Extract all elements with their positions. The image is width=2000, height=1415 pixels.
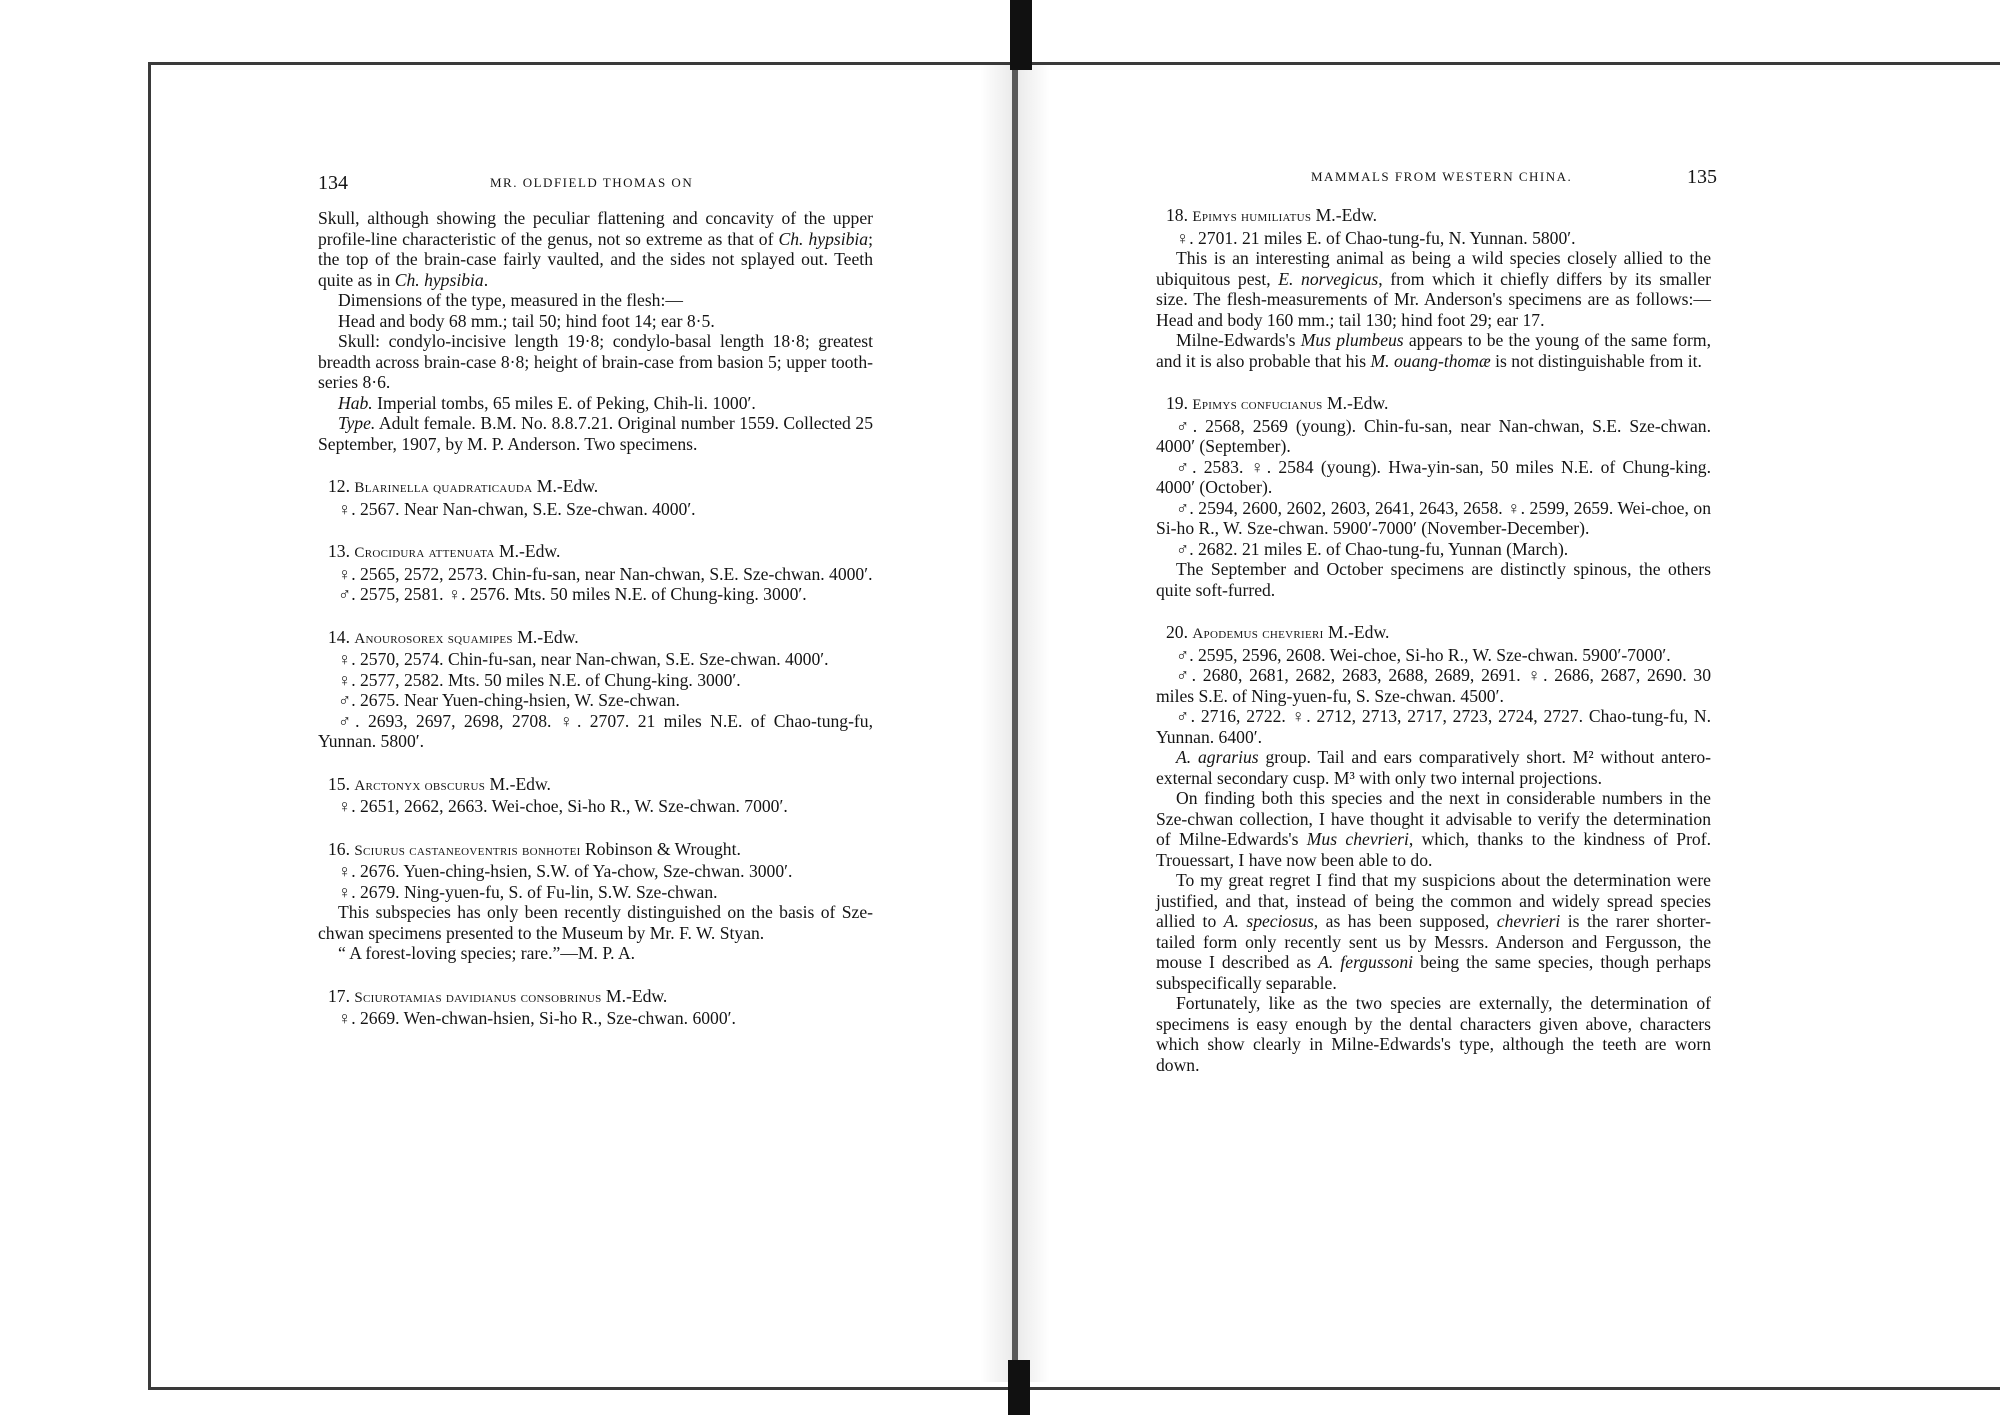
species-heading: 12. Blarinella quadraticauda M.-Edw. [328, 476, 599, 496]
right-page-body [1156, 205, 1711, 1075]
paragraph: Head and body 68 mm.; tail 50; hind foot 14; ear 8·5. [338, 310, 715, 331]
species-heading: 16. Sciurus castaneoventris bonhotei Robinson & Wrought. [328, 838, 741, 859]
specimen-record: ♀. 2567. Near Nan-chwan, S.E. Sze-chwan. 4000′. [338, 498, 696, 519]
species-heading: 14. Anourosorex squamipes M.-Edw. [328, 626, 579, 647]
species-heading: 18. Epimys humiliatus M.-Edw. [1166, 205, 1378, 225]
paragraph: The September and October specimens are distinctly spinous, the others quite soft-furred. [1156, 559, 1711, 600]
specimen-record: ♂. 2682. 21 miles E. of Chao-tung-fu, Yunnan (March). [1176, 538, 1569, 559]
paragraph: Skull: condylo-incisive length 19·8; condylo-basal length 18·8; greatest breadth across brain-case 8·8; height of brain-case from basion 5; upper tooth-series 8·6. [318, 331, 873, 392]
page-number: 135 [1687, 166, 1717, 188]
paragraph: This subspecies has only been recently distinguished on the basis of Sze-chwan specimens presented to the Museum by Mr. F. W. Styan. [318, 902, 873, 943]
specimen-record: ♀. 2676. Yuen-ching-hsien, S.W. of Ya-chow, Sze-chwan. 3000′. [338, 861, 793, 881]
specimen-record: ♂. 2680, 2681, 2682, 2683, 2688, 2689, 2691. ♀. 2686, 2687, 2690. 30 miles S.E. of Ning-yuen-fu, S. Sze-chwan. 4500′. [1156, 665, 1711, 706]
running-head: MAMMALS FROM WESTERN CHINA. [1311, 169, 1573, 184]
paragraph: A. agrarius group. Tail and ears comparatively short. M² without antero-external secondary cusp. M³ with only two internal projections. [1156, 747, 1711, 788]
specimen-record: ♀. 2577, 2582. Mts. 50 miles N.E. of Chung-king. 3000′. [338, 669, 741, 690]
left-page-header [318, 172, 873, 196]
specimen-record: ♀. 2701. 21 miles E. of Chao-tung-fu, N. Yunnan. 5800′. [1176, 227, 1576, 248]
specimen-record: ♀. 2669. Wen-chwan-hsien, Si-ho R., Sze-chwan. 6000′. [338, 1008, 736, 1028]
specimen-record: ♂. 2568, 2569 (young). Chin-fu-san, near Nan-chwan, S.E. Sze-chwan. 4000′ (September). [1156, 415, 1711, 456]
species-heading: 13. Crocidura attenuata M.-Edw. [328, 541, 561, 561]
species-heading: 20. Apodemus chevrieri M.-Edw. [1166, 622, 1390, 642]
paragraph: This is an interesting animal as being a wild species closely allied to the ubiquitous pest, E. norvegicus, from which it chiefly differs by its smaller size. The flesh-measurements of Mr. Anderson's specimens are as follows:—Head and body 160 mm.; tail 130; hind foot 29; ear 17. [1156, 248, 1711, 330]
paragraph: On finding both this species and the next in considerable numbers in the Sze-chwan collection, I have thought it advisable to verify the determination of Milne-Edwards's Mus chevrieri, which, thanks to the kindness of Prof. Trouessart, I have now been able to do. [1156, 788, 1711, 870]
species-heading: 15. Arctonyx obscurus M.-Edw. [328, 773, 551, 794]
species-heading: 17. Sciurotamias davidianus consobrinus M.-Edw. [328, 985, 668, 1006]
right-page [1156, 0, 1717, 1415]
left-page [318, 0, 873, 1415]
specimen-record: ♂. 2693, 2697, 2698, 2708. ♀. 2707. 21 miles N.E. of Chao-tung-fu, Yunnan. 5800′. [318, 710, 873, 751]
right-page-header [1156, 166, 1717, 190]
paragraph: Milne-Edwards's Mus plumbeus appears to be the young of the same form, and it is also probable that his M. ouang-thomæ is not distinguishable from it. [1156, 330, 1711, 371]
specimen-record: ♂. 2595, 2596, 2608. Wei-choe, Si-ho R., W. Sze-chwan. 5900′-7000′. [1176, 644, 1671, 665]
paragraph: Skull, although showing the peculiar flattening and concavity of the upper profile-line characteristic of the genus, not so extreme as that of Ch. hypsibia; the top of the brain-case fairly vaulted, and the sides not splayed out. Teeth quite as in Ch. hypsibia. [318, 208, 873, 290]
specimen-record: ♂. 2594, 2600, 2602, 2603, 2641, 2643, 2658. ♀. 2599, 2659. Wei-choe, on Si-ho R., W. Sze-chwan. 5900′-7000′ (November-December). [1156, 497, 1711, 538]
paragraph: Dimensions of the type, measured in the flesh:— [338, 290, 683, 310]
binding-gutter-bottom [1008, 1360, 1030, 1415]
specimen-record: ♂. 2716, 2722. ♀. 2712, 2713, 2717, 2723, 2724, 2727. Chao-tung-fu, N. Yunnan. 6400′. [1156, 706, 1711, 747]
specimen-record: ♀. 2570, 2574. Chin-fu-san, near Nan-chwan, S.E. Sze-chwan. 4000′. [338, 649, 829, 669]
quotation: “ A forest-loving species; rare.”—M. P. A. [338, 943, 636, 963]
binding-gutter-top [1010, 0, 1032, 70]
species-heading: 19. Epimys confucianus M.-Edw. [1166, 393, 1389, 413]
running-head: MR. OLDFIELD THOMAS ON [490, 175, 694, 190]
paragraph: Hab. Imperial tombs, 65 miles E. of Peking, Chih-li. 1000′. [338, 392, 756, 413]
paragraph: To my great regret I find that my suspicions about the determination were justified, and that, instead of being the common and widely spread species allied to A. speciosus, as has been supposed, chevrieri is the rarer shorter-tailed form only recently sent us by Messrs. Anderson and Fergusson, the mouse I described as A. fergussoni being the same species, though perhaps subspecifically separable. [1156, 870, 1711, 993]
specimen-record: ♀. 2565, 2572, 2573. Chin-fu-san, near Nan-chwan, S.E. Sze-chwan. 4000′. [338, 563, 873, 584]
specimen-record: ♀. 2679. Ning-yuen-fu, S. of Fu-lin, S.W. Sze-chwan. [338, 881, 718, 902]
paragraph: Type. Adult female. B.M. No. 8.8.7.21. Original number 1559. Collected 25 September, 1907, by M. P. Anderson. Two specimens. [318, 413, 873, 454]
binding-gutter [1012, 70, 1018, 1360]
specimen-record: ♂. 2675. Near Yuen-ching-hsien, W. Sze-chwan. [338, 690, 680, 710]
specimen-record: ♂. 2575, 2581. ♀. 2576. Mts. 50 miles N.E. of Chung-king. 3000′. [338, 584, 807, 604]
specimen-record: ♀. 2651, 2662, 2663. Wei-choe, Si-ho R., W. Sze-chwan. 7000′. [338, 796, 788, 816]
left-page-body [318, 208, 873, 1029]
page-number: 134 [318, 172, 348, 194]
paragraph: Fortunately, like as the two species are externally, the determination of specimens is easy enough by the dental characters given above, characters which show clearly in Milne-Edwards's type, although the teeth are worn down. [1156, 993, 1711, 1075]
specimen-record: ♂. 2583. ♀. 2584 (young). Hwa-yin-san, 50 miles N.E. of Chung-king. 4000′ (October). [1156, 456, 1711, 497]
